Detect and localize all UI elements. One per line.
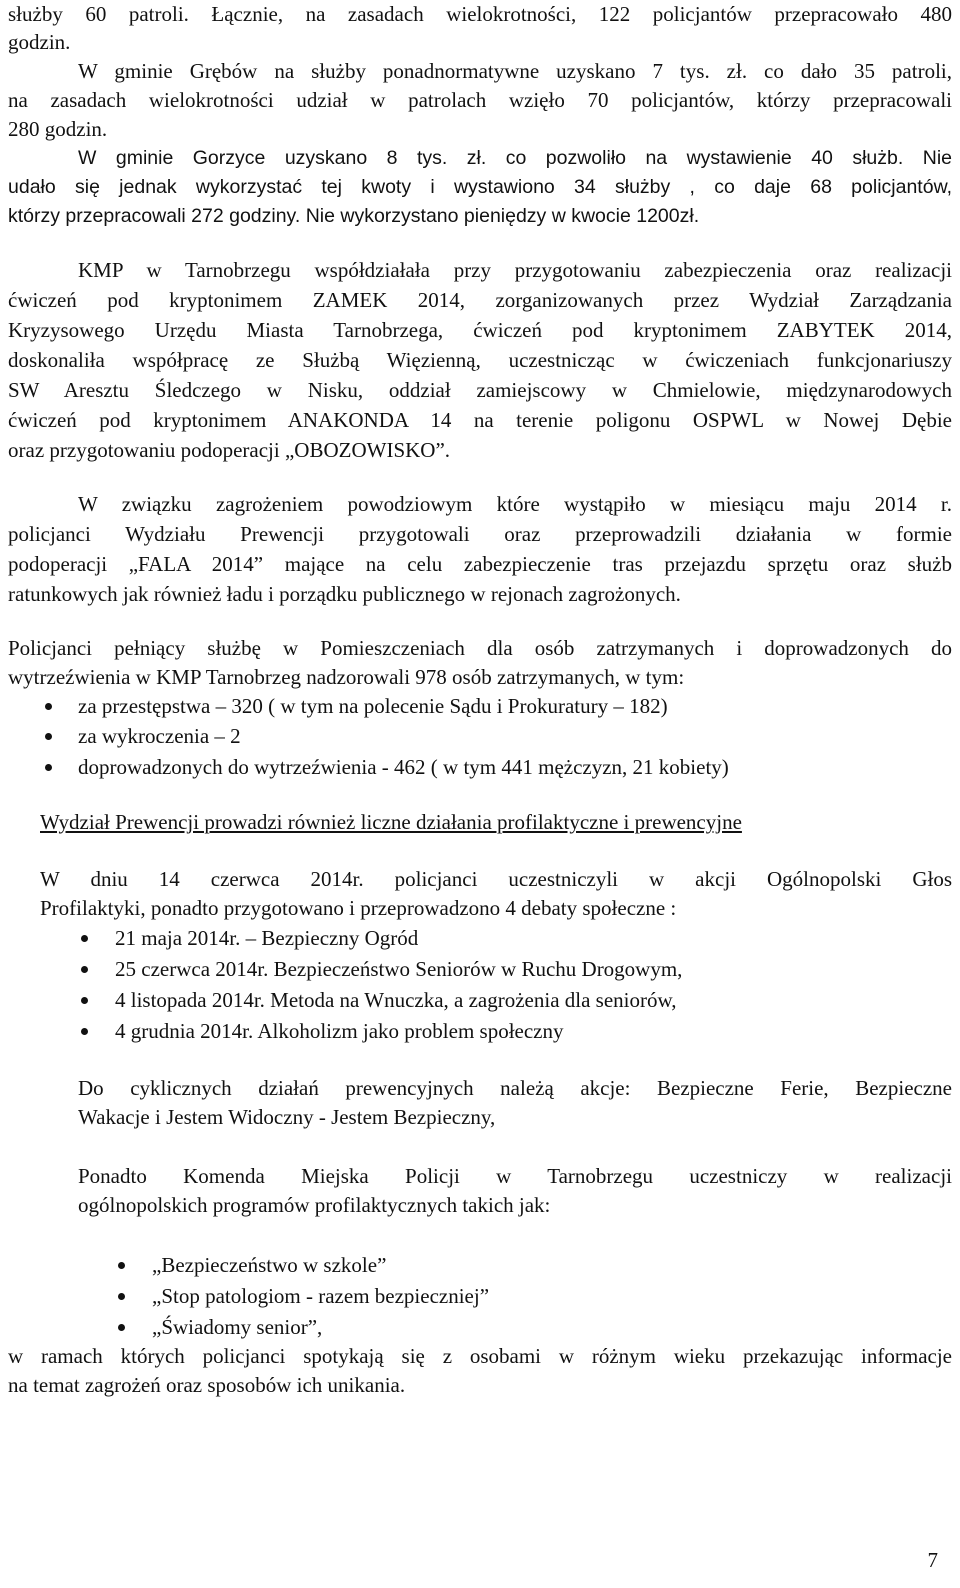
bullet-icon	[45, 733, 52, 740]
para9-after-line1: w ramach których policjanci spotykają się z osobami w różnym wieku przekazując informacje	[8, 1344, 952, 1368]
para4-line6: ćwiczeń pod kryptonimem ANAKONDA 14 na terenie poligonu OSPWL w Nowej Dębie	[8, 408, 952, 432]
para6-line2: wytrzeźwienia w KMP Tarnobrzeg nadzorowali 978 osób zatrzymanych, w tym:	[8, 665, 685, 689]
para3-line2: udało się jednak wykorzystać tej kwoty i wystawiono 34 służby , co daje 68 policjantów,	[8, 176, 952, 198]
bullet-icon	[81, 935, 88, 942]
para8-line2: Wakacje i Jestem Widoczny - Jestem Bezpieczny,	[78, 1105, 496, 1129]
para6-line1: Policjanci pełniący służbę w Pomieszczeniach dla osób zatrzymanych i doprowadzonych do	[8, 636, 952, 660]
list-item: 4 grudnia 2014r. Alkoholizm jako problem społeczny	[115, 1019, 564, 1043]
list-item: „Stop patologiom - razem bezpieczniej”	[152, 1284, 490, 1308]
bullet-icon	[81, 997, 88, 1004]
para9-line1: Ponadto Komenda Miejska Policji w Tarnobrzegu uczestniczy w realizacji	[78, 1164, 952, 1188]
list-item: „Bezpieczeństwo w szkole”	[152, 1253, 387, 1277]
para3-line1: W gminie Gorzyce uzyskano 8 tys. zł. co pozwoliło na wystawienie 40 służb. Nie	[78, 147, 952, 169]
para4-line7: oraz przygotowaniu podoperacji „OBOZOWISKO”.	[8, 438, 451, 462]
para5-line1: W związku zagrożeniem powodziowym które wystąpiło w miesiącu maju 2014 r.	[78, 492, 952, 516]
bullet-icon	[45, 764, 52, 771]
list-item: 25 czerwca 2014r. Bezpieczeństwo Seniorów w Ruchu Drogowym,	[115, 957, 683, 981]
list-item: doprowadzonych do wytrzeźwienia - 462 ( w tym 441 mężczyzn, 21 kobiety)	[78, 755, 729, 779]
para4-line2: ćwiczeń pod kryptonimem ZAMEK 2014, zorganizowanych przez Wydział Zarządzania	[8, 288, 952, 312]
list-item: 4 listopada 2014r. Metoda na Wnuczka, a zagrożenia dla seniorów,	[115, 988, 677, 1012]
para1-line2: godzin.	[8, 30, 71, 54]
para5-line4: ratunkowych jak również ładu i porządku publicznego w rejonach zagrożonych.	[8, 582, 681, 606]
bullet-icon	[118, 1324, 125, 1331]
para8-line1: Do cyklicznych działań prewencyjnych należą akcje: Bezpieczne Ferie, Bezpieczne	[78, 1076, 952, 1100]
para1-line1: służby 60 patroli. Łącznie, na zasadach wielokrotności, 122 policjantów przepracowało 480	[8, 2, 952, 26]
para2-line3: 280 godzin.	[8, 117, 108, 141]
para2-line2: na zasadach wielokrotności udział w patrolach wzięło 70 policjantów, którzy przepracowali	[8, 88, 952, 112]
para4-line4: doskonaliła współpracę ze Służbą Więzienną, uczestnicząc w ćwiczeniach funkcjonariuszy	[8, 348, 952, 372]
para7-line1: W dniu 14 czerwca 2014r. policjanci uczestniczyli w akcji Ogólnopolski Głos	[40, 867, 952, 891]
bullet-icon	[81, 966, 88, 973]
section-heading: Wydział Prewencji prowadzi również liczne działania profilaktyczne i prewencyjne	[40, 810, 742, 834]
bullet-icon	[118, 1293, 125, 1300]
list-item: 21 maja 2014r. – Bezpieczny Ogród	[115, 926, 419, 950]
para4-line1: KMP w Tarnobrzegu współdziałała przy przygotowaniu zabezpieczenia oraz realizacji	[78, 258, 952, 282]
para5-line2: policjanci Wydziału Prewencji przygotowali oraz przeprowadzili działania w formie	[8, 522, 952, 546]
para4-line3: Kryzysowego Urzędu Miasta Tarnobrzega, ćwiczeń pod kryptonimem ZABYTEK 2014,	[8, 318, 952, 342]
list-item: „Świadomy senior”,	[152, 1315, 323, 1339]
bullet-icon	[45, 703, 52, 710]
para7-line2: Profilaktyki, ponadto przygotowano i przeprowadzono 4 debaty społeczne :	[40, 896, 677, 920]
para5-line3: podoperacji „FALA 2014” mające na celu zabezpieczenie tras przejazdu sprzętu oraz służb	[8, 552, 952, 576]
page-number: 7	[927, 1548, 938, 1572]
para3-line3: którzy przepracowali 272 godziny. Nie wykorzystano pieniędzy w kwocie 1200zł.	[8, 205, 700, 227]
bullet-icon	[118, 1262, 125, 1269]
list-item: za wykroczenia – 2	[78, 724, 241, 748]
para9-after-line2: na temat zagrożeń oraz sposobów ich unikania.	[8, 1373, 406, 1397]
bullet-icon	[81, 1028, 88, 1035]
para9-line2: ogólnopolskich programów profilaktycznych takich jak:	[78, 1193, 551, 1217]
para4-line5: SW Aresztu Śledczego w Nisku, oddział zamiejscowy w Chmielowie, międzynarodowych	[8, 378, 952, 402]
para2-line1: W gminie Grębów na służby ponadnormatywne uzyskano 7 tys. zł. co dało 35 patroli,	[78, 59, 952, 83]
list-item: za przestępstwa – 320 ( w tym na polecenie Sądu i Prokuratury – 182)	[78, 694, 668, 718]
